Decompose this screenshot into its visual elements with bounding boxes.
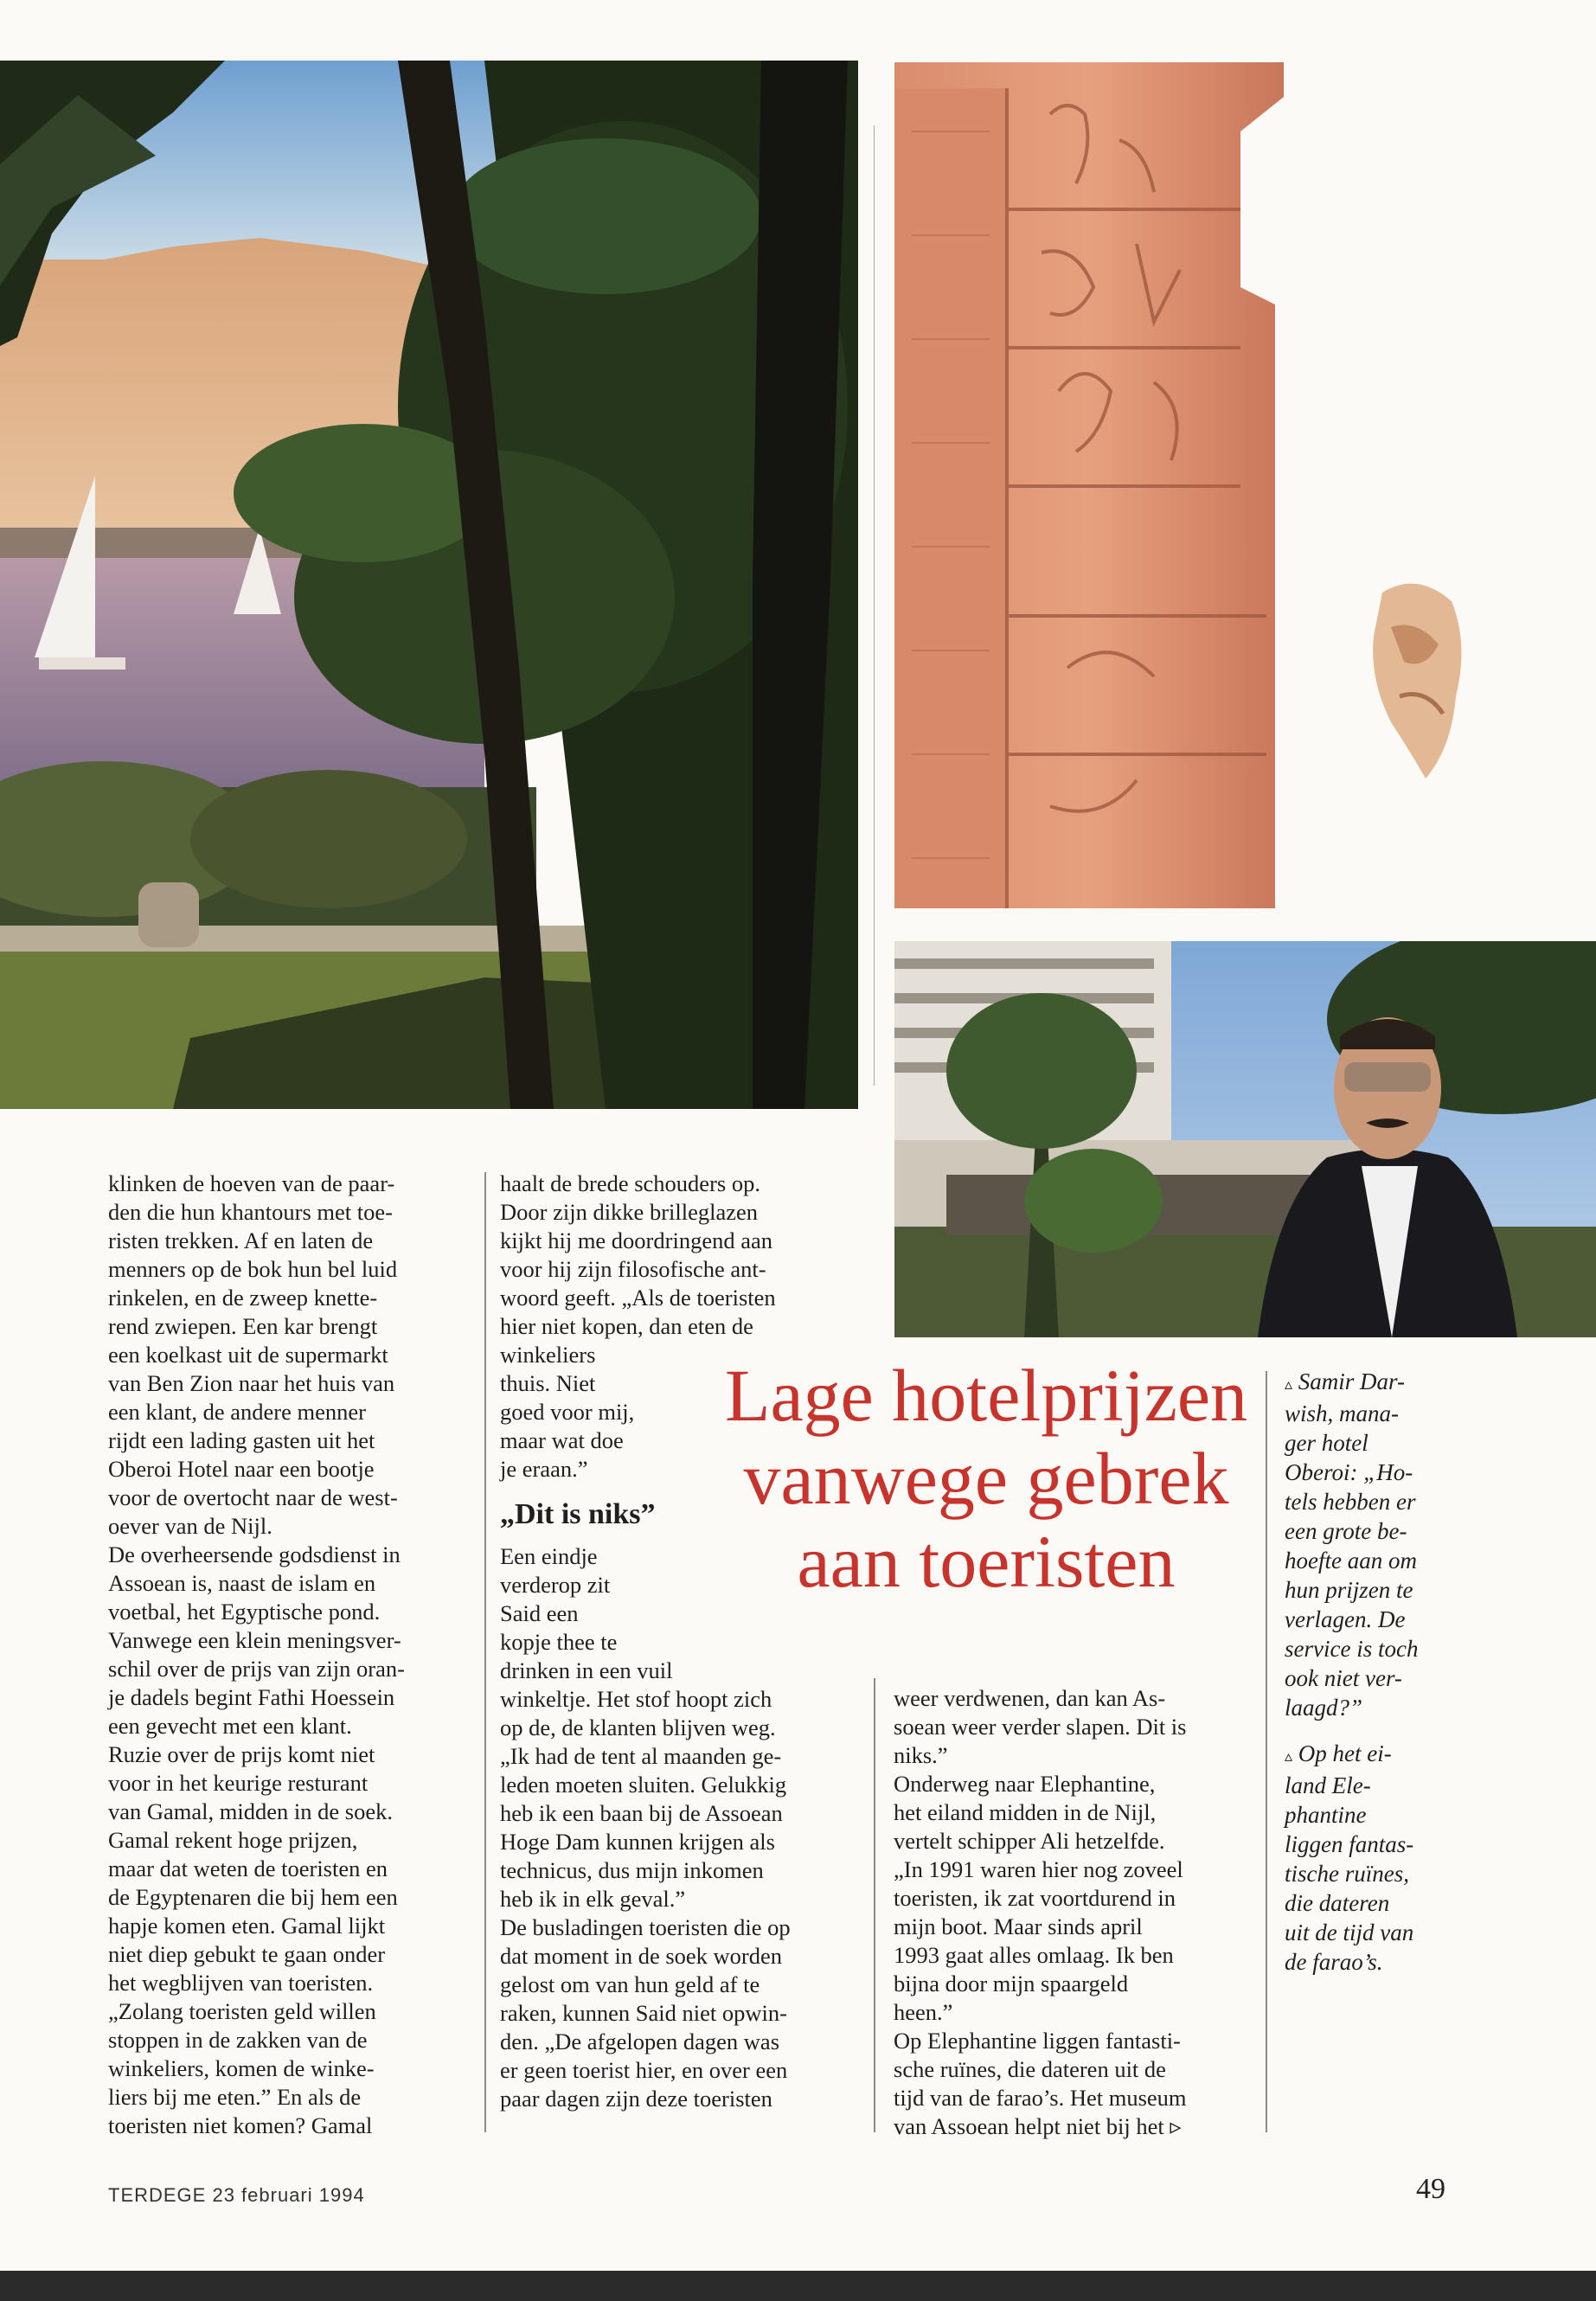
column-1-text [108, 1170, 476, 2140]
caption-line: Op het ei- [1298, 1740, 1392, 1766]
text-line: stoppen in de zakken van de [108, 2027, 368, 2053]
article-column-1 [108, 1170, 476, 2140]
text-line: voetbal, het Egyptische pond. [108, 1599, 381, 1625]
text-line: rend zwiepen. Een kar brengt [108, 1313, 378, 1339]
text-line: hier niet kopen, dan eten de [500, 1313, 753, 1339]
caption-line: tische ruïnes, [1285, 1861, 1409, 1887]
text-line: de Egyptenaren die bij hem een [108, 1884, 398, 1910]
text-line: je dadels begint Fathi Hoessein [108, 1684, 395, 1710]
text-line: Een eindje [500, 1543, 598, 1569]
text-line: vertelt schipper Ali hetzelfde. [894, 1828, 1165, 1854]
text-line: 1993 gaat alles omlaag. Ik ben [894, 1942, 1174, 1968]
text-line: voor in het keurige resturant [108, 1770, 369, 1796]
column-rule-top [874, 125, 875, 1086]
text-line: maar dat weten de toeristen en [108, 1856, 388, 1881]
text-line: Oberoi Hotel naar een bootje [108, 1456, 375, 1482]
text-line: het wegblijven van toeristen. [108, 1970, 374, 1996]
text-line: heb ik in elk geval.” [500, 1886, 686, 1912]
column-3-text [894, 1684, 1261, 2141]
text-line: Assoean is, naast de islam en [108, 1570, 376, 1596]
article-headline [692, 1354, 1280, 1603]
text-line: niet diep gebukt te gaan onder [108, 1941, 386, 1967]
text-line: Ruzie over de prijs komt niet [108, 1741, 375, 1767]
publication-footer: TERDEGE 23 februari 1994 [108, 2184, 365, 2206]
text-line: paar dagen zijn deze toeristen [500, 2086, 772, 2112]
text-line: woord geeft. „Als de toeristen [500, 1285, 776, 1311]
text-line: rijdt een lading gasten uit het [108, 1427, 375, 1453]
text-line: haalt de brede schouders op. [500, 1170, 760, 1196]
text-line: De overheersende godsdienst in [108, 1541, 401, 1567]
text-line: voor de overtocht naar de west- [108, 1484, 398, 1510]
text-line: hapje komen eten. Gamal lijkt [108, 1913, 386, 1939]
caption-line: land Ele- [1285, 1772, 1371, 1798]
caption-line: service is toch [1285, 1636, 1419, 1662]
text-line: drinken in een vuil [500, 1657, 673, 1683]
text-line: tijd van de farao’s. Het museum [894, 2085, 1187, 2111]
text-line: voor hij zijn filosofische ant- [500, 1256, 766, 1282]
text-line: toeristen niet komen? Gamal [108, 2112, 373, 2138]
hotel-manager-photo [894, 941, 1596, 1337]
caption-line: die dateren [1285, 1890, 1390, 1916]
caption-line: tels hebben er [1285, 1489, 1416, 1515]
caption-line: ook niet ver- [1285, 1665, 1402, 1691]
text-line: van Gamal, midden in de soek. [108, 1798, 393, 1824]
caption-line: liggen fantas- [1285, 1831, 1414, 1857]
text-line: den. „De afgelopen dagen was [500, 2029, 780, 2054]
text-line: Said een [500, 1600, 579, 1626]
text-line: een klant, de andere menner [108, 1399, 366, 1425]
text-line: sche ruïnes, die dateren uit de [894, 2056, 1166, 2082]
text-line: rinkelen, en de zweep knette- [108, 1285, 378, 1311]
caption-line: ger hotel [1285, 1430, 1368, 1456]
caption-line: phantine [1285, 1802, 1367, 1828]
headline-line-1: Lage hotelprijzen [724, 1354, 1248, 1437]
text-line: den die hun khantours met toe- [108, 1199, 393, 1225]
article-column-2 [500, 1170, 863, 2113]
caption-line: verlagen. De [1285, 1606, 1406, 1632]
caption-line: hoefte aan om [1285, 1548, 1417, 1574]
text-line: Onderweg naar Elephantine, [894, 1771, 1156, 1797]
text-line: Gamal rekent hoge prijzen, [108, 1827, 358, 1853]
text-line: een gevecht met een klant. [108, 1713, 352, 1739]
text-line: schil over de prijs van zijn oran- [108, 1656, 405, 1682]
text-line: winkeltje. Het stof hoopt zich [500, 1686, 772, 1712]
text-line: er geen toerist hier, en over een [500, 2057, 788, 2083]
caption-line: een grote be- [1285, 1518, 1407, 1544]
column-rule-1 [484, 1172, 486, 2132]
text-line: Vanwege een klein meningsver- [108, 1627, 401, 1653]
section-subheading: „Dit is niks” [500, 1498, 656, 1530]
text-line: kijkt hij me doordringend aan [500, 1227, 772, 1253]
column-2-text-bottom [500, 1542, 863, 2113]
text-line: van Assoean helpt niet bij het ▹ [894, 2113, 1182, 2139]
headline-line-3: aan toeristen [797, 1520, 1176, 1603]
text-line: Hoge Dam kunnen krijgen als [500, 1829, 775, 1855]
caption-marker-icon: ▵ [1285, 1747, 1293, 1765]
text-line: verderop zit [500, 1572, 611, 1598]
text-line: bijna door mijn spaargeld [894, 1971, 1129, 1997]
text-line: klinken de hoeven van de paar- [108, 1170, 395, 1196]
text-line: heb ik een baan bij de Assoean [500, 1800, 783, 1826]
text-line: risten trekken. Af en laten de [108, 1227, 374, 1253]
text-line: het eiland midden in de Nijl, [894, 1799, 1157, 1825]
text-line: dat moment in de soek worden [500, 1943, 783, 1969]
caption-line: uit de tijd van [1285, 1920, 1414, 1945]
column-rule-2 [874, 1678, 875, 2132]
text-line: „Zolang toeristen geld willen [108, 1998, 376, 2024]
text-line: winkeliers, komen de winke- [108, 2055, 375, 2081]
text-line: „Ik had de tent al maanden ge- [500, 1743, 782, 1769]
text-line: van Ben Zion naar het huis van [108, 1370, 395, 1396]
text-line: niks.” [894, 1742, 948, 1768]
text-line: oever van de Nijl. [108, 1513, 272, 1539]
text-line: menners op de bok hun bel luid [108, 1256, 398, 1282]
caption-line: wish, mana- [1285, 1400, 1400, 1426]
stone-fragment-image [1365, 575, 1469, 783]
caption-manager [1285, 1367, 1458, 1722]
text-line: heen.” [894, 1999, 953, 2025]
caption-elephantine [1285, 1739, 1458, 1977]
article-column-3 [894, 1684, 1261, 2141]
nile-palms-photo [0, 61, 858, 1109]
text-line: gelost om van hun geld af te [500, 1971, 760, 1997]
text-line: weer verdwenen, dan kan As- [894, 1685, 1166, 1711]
caption-line: Oberoi: „Ho- [1285, 1459, 1413, 1485]
text-line: een koelkast uit de supermarkt [108, 1342, 388, 1368]
text-line: toeristen, ik zat voortdurend in [894, 1885, 1176, 1911]
text-line: technicus, dus mijn inkomen [500, 1857, 764, 1883]
text-line: De busladingen toeristen die op [500, 1914, 791, 1940]
caption-line: Samir Dar- [1298, 1368, 1406, 1394]
caption-elephantine-text [1285, 1740, 1413, 1975]
headline-line-2: vanwege gebrek [743, 1437, 1229, 1520]
page-number: 49 [1416, 2173, 1445, 2205]
text-line: maar wat doe [500, 1427, 624, 1453]
text-line: „In 1991 waren hier nog zoveel [894, 1856, 1183, 1882]
text-line: Op Elephantine liggen fantasti- [894, 2028, 1181, 2054]
text-line: op de, de klanten blijven weg. [500, 1715, 776, 1740]
text-line: raken, kunnen Said niet opwin- [500, 2000, 787, 2026]
text-line: leden moeten sluiten. Gelukkig [500, 1772, 787, 1798]
text-line: winkeliers [500, 1342, 596, 1368]
temple-column-photo [894, 62, 1336, 908]
caption-line: laagd?” [1285, 1695, 1363, 1721]
caption-manager-text [1285, 1368, 1418, 1721]
text-line: Door zijn dikke brilleglazen [500, 1199, 759, 1225]
caption-line: hun prijzen te [1285, 1577, 1413, 1603]
caption-line: de farao’s. [1285, 1949, 1383, 1975]
text-line: soean weer verder slapen. Dit is [894, 1714, 1187, 1740]
text-line: goed voor mij, [500, 1399, 635, 1425]
text-line: liers bij me eten.” En als de [108, 2084, 362, 2110]
caption-marker-icon: ▵ [1285, 1375, 1293, 1393]
text-line: mijn boot. Maar sinds april [894, 1913, 1143, 1939]
text-line: kopje thee te [500, 1629, 618, 1655]
text-line: thuis. Niet [500, 1370, 596, 1396]
text-line: je eraan.” [500, 1456, 588, 1482]
